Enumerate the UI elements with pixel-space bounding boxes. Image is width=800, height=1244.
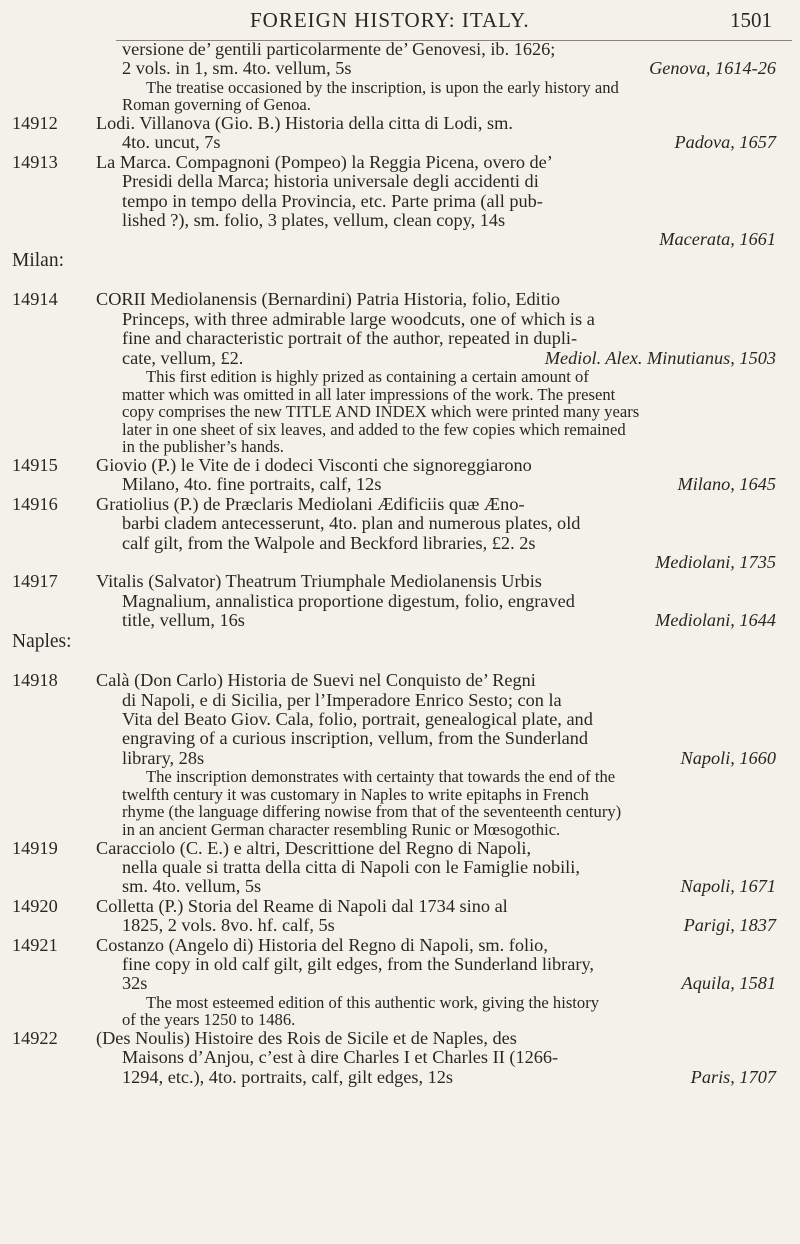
catalogue-entry	[0, 1029, 800, 1087]
entry-line	[0, 749, 800, 768]
entry-line	[0, 59, 800, 78]
entry-line: engraving of a curious inscription, vellum, from the Sunderland	[122, 728, 589, 749]
catalogue-entry	[0, 114, 800, 153]
entry-line: Caracciolo (C. E.) e altri, Descrittione del Regno di Napoli,	[96, 837, 532, 858]
entry-line: lished ?), sm. folio, 3 plates, vellum, clean copy, 14s	[122, 210, 506, 231]
imprint: Parigi, 1837	[683, 915, 776, 936]
entry-note: The most esteemed edition of this authentic work, giving the history	[146, 992, 600, 1012]
imprint: Genova, 1614-26	[649, 58, 776, 79]
entry-line: nella quale si tratta della citta di Napoli con le Famiglie nobili,	[122, 856, 580, 877]
lot-number: 14916	[12, 493, 58, 514]
entry-line: CORII Mediolanensis (Bernardini) Patria Historia, folio, Editio	[96, 289, 561, 310]
page-header	[0, 6, 800, 38]
entry-line	[0, 133, 800, 152]
entry-line: Princeps, with three admirable large woodcuts, one of which is a	[122, 308, 595, 329]
entry-line-text: 1825, 2 vols. 8vo. hf. calf, 5s	[122, 915, 335, 936]
entry-note: The treatise occasioned by the inscription, is upon the early history and	[146, 77, 619, 97]
imprint: Milano, 1645	[677, 474, 776, 495]
entry-line-text: 32s	[122, 973, 148, 994]
imprint-text: Mediolani, 1735	[655, 551, 776, 572]
entry-line-text: sm. 4to. vellum, 5s	[122, 876, 262, 897]
imprint-text: Macerata, 1661	[659, 229, 776, 250]
lot-number: 14912	[12, 113, 58, 133]
entry-line: di Napoli, e di Sicilia, per l’Imperadore Enrico Sesto; con la	[122, 689, 562, 710]
entry-note: later in one sheet of six leaves, and added to the few copies which remained	[122, 419, 626, 439]
entry-line-text: 4to. uncut, 7s	[122, 132, 221, 153]
entry-line: Maisons d’Anjou, c’est à dire Charles I et Charles II (1266-	[122, 1047, 559, 1068]
entry-line: Costanzo (Angelo di) Historia del Regno di Napoli, sm. folio,	[96, 934, 548, 955]
entry-line: Presidi della Marca; historia universale degli accidenti di	[122, 171, 539, 192]
imprint: Mediolani, 1644	[655, 610, 776, 631]
imprint: Aquila, 1581	[681, 973, 776, 994]
catalogue-entry	[0, 456, 800, 495]
imprint: Napoli, 1671	[680, 876, 776, 897]
lot-number: 14913	[12, 151, 58, 172]
entry-line: calf gilt, from the Walpole and Beckford libraries, £2. 2s	[122, 532, 536, 553]
lot-number: 14920	[12, 895, 58, 916]
entry-line: Lodi. Villanova (Gio. B.) Historia della citta di Lodi, sm.	[96, 113, 513, 133]
catalogue-entry	[0, 40, 800, 114]
catalogue-page	[0, 40, 800, 1087]
entry-line-text: Milano, 4to. fine portraits, calf, 12s	[122, 474, 382, 495]
entry-line	[0, 1068, 800, 1087]
imprint	[0, 230, 800, 249]
entry-line	[0, 916, 800, 935]
lot-number: 14922	[12, 1027, 58, 1048]
entry-note: twelfth century it was customary in Naples to write epitaphs in French	[122, 784, 589, 804]
entry-line-text: 2 vols. in 1, sm. 4to. vellum, 5s	[122, 58, 352, 79]
entry-note: Roman governing of Genoa.	[122, 95, 311, 115]
entry-line	[0, 475, 800, 494]
entry-line: Vita del Beato Giov. Cala, folio, portrait, genealogical plate, and	[122, 708, 593, 729]
entry-line: (Des Noulis) Histoire des Rois de Sicile et de Naples, des	[96, 1027, 517, 1048]
entry-line: Magnalium, annalistica proportione digestum, folio, engraved	[122, 590, 575, 611]
page-number: 1501	[730, 8, 772, 32]
entry-line: versione de’ gentili particolarmente de’ Genovesi, ib. 1626;	[122, 39, 556, 59]
catalogue-entry	[0, 495, 800, 573]
lot-number: 14921	[12, 934, 58, 955]
entry-note: matter which was omitted in all later impressions of the work. The present	[122, 384, 616, 404]
catalogue-entry	[0, 290, 800, 456]
entry-line: Vitalis (Salvator) Theatrum Triumphale Mediolanensis Urbis	[96, 571, 542, 592]
entry-line-text: library, 28s	[122, 747, 205, 768]
entry-line-text: title, vellum, 16s	[122, 610, 245, 631]
imprint	[0, 553, 800, 572]
imprint: Mediol. Alex. Minutianus, 1503	[544, 347, 776, 368]
entry-line: Colletta (P.) Storia del Reame di Napoli dal 1734 sino al	[96, 895, 508, 916]
entry-note: The inscription demonstrates with certainty that towards the end of the	[146, 767, 616, 787]
catalogue-entry	[0, 897, 800, 936]
entry-line	[0, 611, 800, 630]
section-heading-milan: Milan:	[12, 249, 64, 271]
entry-line	[0, 349, 800, 368]
imprint: Napoli, 1660	[680, 747, 776, 768]
entry-line: fine and characteristic portrait of the author, repeated in dupli-	[122, 328, 578, 349]
lot-number: 14919	[12, 837, 58, 858]
entry-line	[0, 974, 800, 993]
entry-note: of the years 1250 to 1486.	[122, 1010, 296, 1030]
lot-number: 14915	[12, 454, 58, 475]
entry-line: fine copy in old calf gilt, gilt edges, from the Sunderland library,	[122, 953, 594, 974]
running-head: FOREIGN HISTORY: ITALY.	[250, 8, 530, 32]
entry-line: La Marca. Compagnoni (Pompeo) la Reggia Picena, overo de’	[96, 151, 553, 172]
entry-note: rhyme (the language differing nowise from that of the seventeenth century)	[122, 802, 622, 822]
entry-note: copy comprises the new TITLE AND INDEX which were printed many years	[122, 402, 640, 422]
entry-line: tempo in tempo della Provincia, etc. Parte prima (all pub-	[122, 190, 543, 211]
entry-note: in the publisher’s hands.	[122, 437, 284, 457]
entry-line: barbi cladem antecesserunt, 4to. plan and numerous plates, old	[122, 513, 581, 534]
entry-line: Giovio (P.) le Vite de i dodeci Visconti che signoreggiarono	[96, 454, 532, 475]
catalogue-entry	[0, 839, 800, 897]
entry-line	[0, 877, 800, 896]
imprint: Padova, 1657	[674, 132, 776, 153]
entry-line-text: cate, vellum, £2.	[122, 347, 244, 368]
catalogue-entry	[0, 572, 800, 630]
catalogue-entry	[0, 671, 800, 838]
section-heading-naples: Naples:	[12, 630, 72, 652]
entry-line: Gratiolius (P.) de Præclaris Mediolani Ædificiis quæ Æno-	[96, 493, 525, 514]
entry-line-text: 1294, etc.), 4to. portraits, calf, gilt edges, 12s	[122, 1066, 454, 1087]
catalogue-entry	[0, 153, 800, 250]
entry-note: in an ancient German character resembling Runic or Mœsogothic.	[122, 819, 561, 839]
lot-number: 14914	[12, 289, 58, 310]
entry-note: This first edition is highly prized as containing a certain amount of	[146, 366, 589, 386]
lot-number: 14918	[12, 670, 58, 691]
imprint: Paris, 1707	[690, 1066, 776, 1087]
catalogue-entry	[0, 936, 800, 1029]
lot-number: 14917	[12, 571, 58, 592]
entry-line: Calà (Don Carlo) Historia de Suevi nel Conquisto de’ Regni	[96, 670, 536, 691]
